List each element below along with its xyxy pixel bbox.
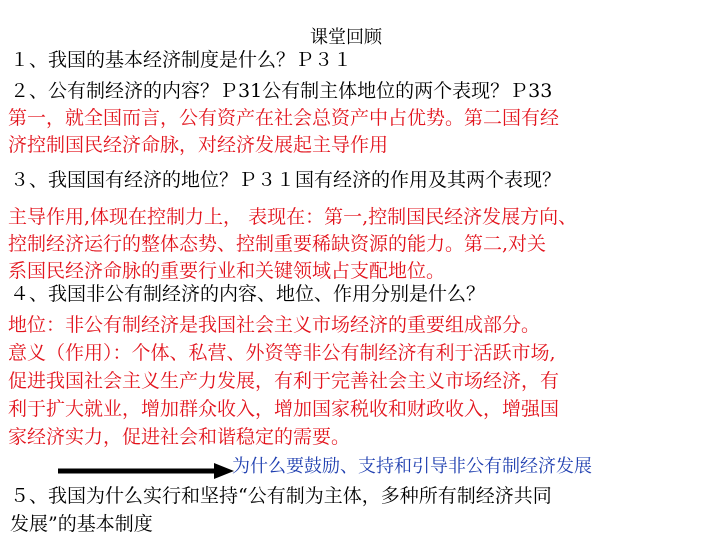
right-arrow-icon	[58, 463, 234, 479]
question-3: ３、我国国有经济的地位？Ｐ３１国有经济的作用及其两个表现？	[10, 169, 562, 191]
answer-2-line-2: 济控制国民经济命脉，对经济发展起主导作用	[8, 134, 389, 156]
answer-4-line-2: 意义（作用）：个体、私营、外资等非公有制经济有利于活跃市场,	[8, 342, 556, 364]
arrow-note: 为什么要鼓励、支持和引导非公有制经济发展	[232, 456, 592, 477]
answer-4-line-5: 家经济实力，促进社会和谐稳定的需要。	[8, 426, 351, 448]
answer-4-line-3: 促进我国社会主义生产力发展，有利于完善社会主义市场经济，有	[8, 370, 560, 392]
answer-2-line-1: 第一，就全国而言，公有资产在社会总资产中占优势。第二国有经	[8, 107, 560, 129]
answer-3-line-1: 主导作用,体现在控制力上， 表现在：第一,控制国民经济发展方向、	[8, 206, 578, 228]
answer-4-line-4: 利于扩大就业，增加群众收入，增加国家税收和财政收入，增强国	[8, 398, 560, 420]
slide-title: 课堂回顾	[310, 27, 382, 48]
question-5-line-1: ５、我国为什么实行和坚持“公有制为主体，多种所有制经济共同	[10, 485, 552, 507]
question-5-line-2: 发展”的基本制度	[10, 513, 153, 535]
answer-4-line-1: 地位：非公有制经济是我国社会主义市场经济的重要组成部分。	[8, 314, 541, 336]
question-4: ４、我国非公有制经济的内容、地位、作用分别是什么？	[10, 283, 486, 305]
question-2: ２、公有制经济的内容？Ｐ31公有制主体地位的两个表现？Ｐ33	[10, 80, 553, 102]
answer-3-line-3: 系国民经济命脉的重要行业和关键领域占支配地位。	[8, 260, 446, 282]
question-1: １、我国的基本经济制度是什么？Ｐ３１	[10, 49, 353, 71]
answer-3-line-2: 控制经济运行的整体态势、控制重要稀缺资源的能力。第二,对关	[8, 233, 547, 255]
